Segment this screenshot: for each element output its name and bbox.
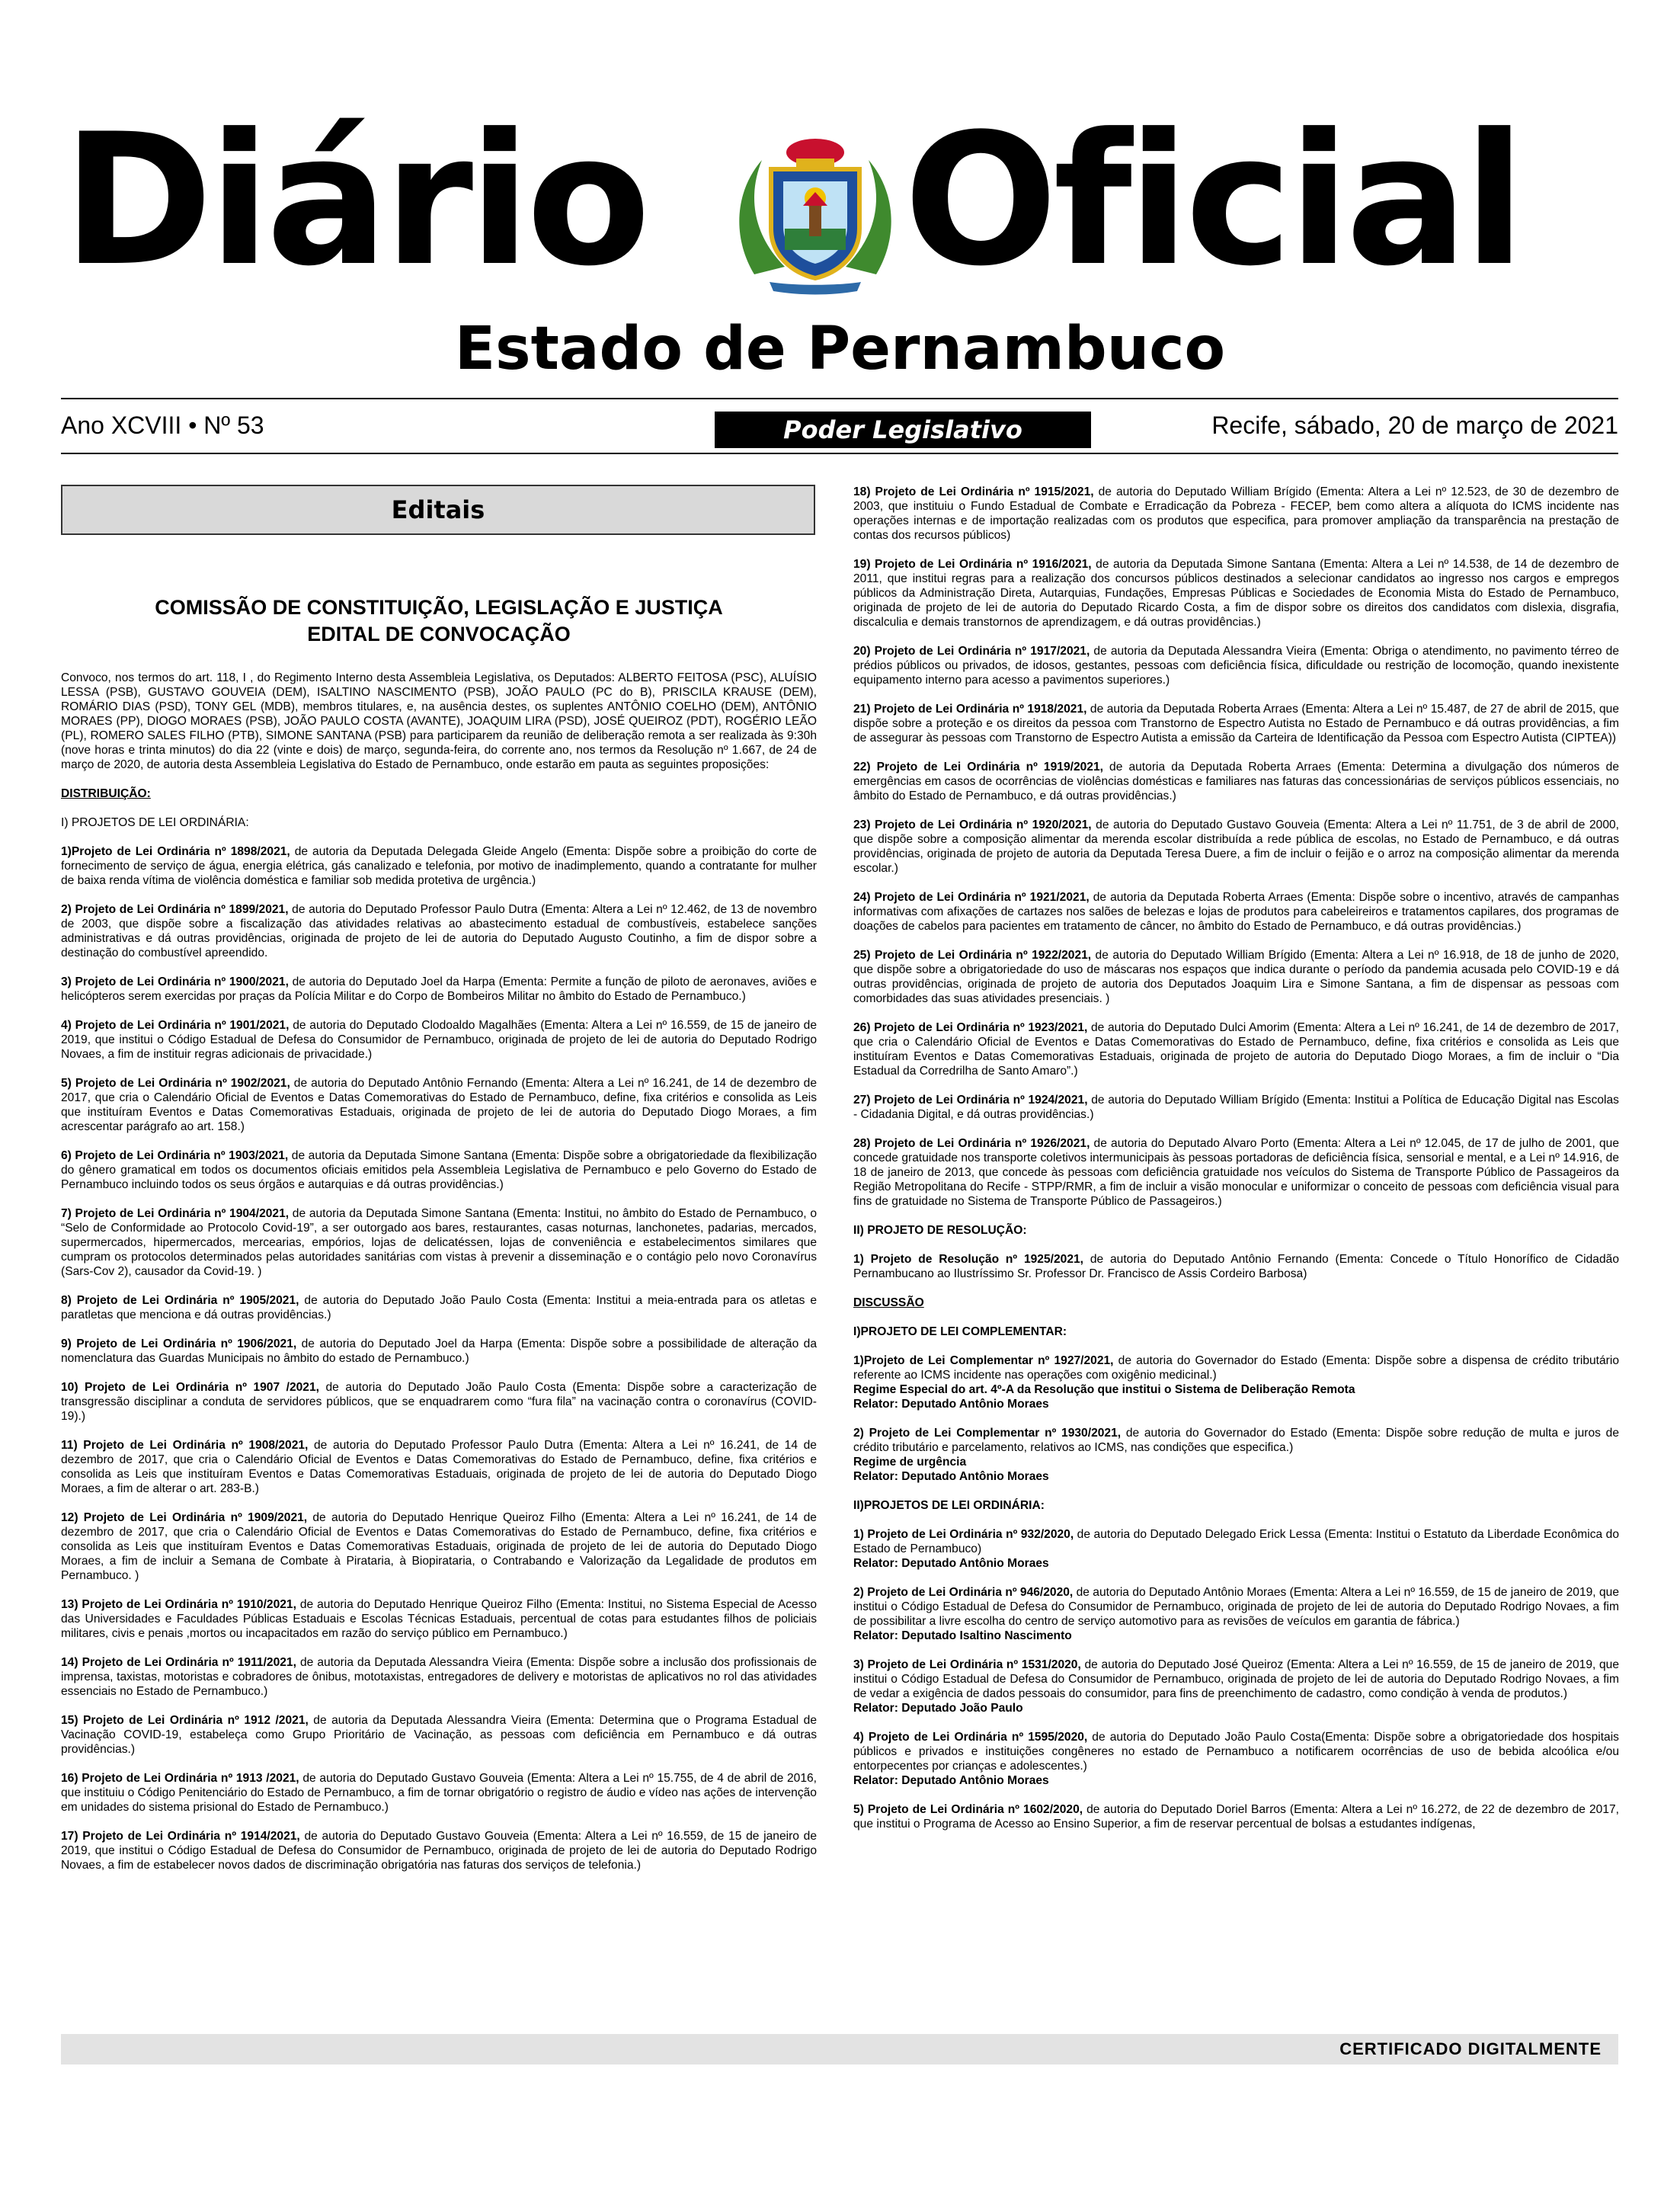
commission-title-line2: EDITAL DE CONVOCAÇÃO [307, 623, 571, 645]
discussao-heading: DISCUSSÃO [853, 1296, 924, 1309]
agenda-item [61, 1655, 817, 1699]
agenda-item-text: de autoria da Deputada Roberta Arraes (Ementa: Dispõe sobre o incentivo, através de campanhas informativas com afixações de cartazes nos salões de belezas e lojas de produtos para cabeleireiros e tratamentos capilares, dos programas de doações de cabelos para pacientes em tratamento de câncer, no âmbito do Estado de Pernambuco, e dá outras providências.) [853, 891, 1619, 933]
section-badge: Poder Legislativo [715, 412, 1091, 448]
masthead-rule-bottom [61, 453, 1618, 454]
agenda-item-head: 13) Projeto de Lei Ordinária nº 1910/2021, [61, 1598, 296, 1611]
agenda-item [853, 1585, 1619, 1643]
agenda-item-head: 1)Projeto de Lei Ordinária nº 1898/2021, [61, 845, 290, 858]
agenda-item [853, 1730, 1619, 1788]
agenda-item-head: 5) Projeto de Lei Ordinária nº 1902/2021, [61, 1077, 290, 1090]
agenda-item-head: 1) Projeto de Lei Ordinária nº 932/2020, [853, 1528, 1074, 1541]
agenda-item-note: Relator: Deputado Antônio Moraes [853, 1398, 1049, 1411]
agenda-item-text: de autoria do Deputado William Brígido (Ementa: Altera a Lei nº 16.918, de 18 de junho de 2020, que dispõe sobre a obrigatoriedade do uso de máscaras nos espaços que indica durante o período da pandemia acusada pelo COVID-19 e dá outras providências, originada de projeto de autoria dos Deputados Joaquim Lira e Simone Santana, a fim de dispensar as pessoas com comorbidades das suas atividades presenciais. ) [853, 949, 1619, 1005]
agenda-item-text: de autoria da Deputada Roberta Arraes (Ementa: Altera a Lei nº 15.487, de 27 de abril de 2015, que dispõe sobre a proteção e os direitos da pessoa com Transtorno de Espectro Autista no Estado de Pernambuco e dá outras providências, a fim de assegurar às pessoas com Transtorno de Espectro Autista a emissão da Carteira de Identificação da Pessoa com Espectro Autista (CIPTEA)) [853, 703, 1619, 745]
agenda-item-head: 4) Projeto de Lei Ordinária nº 1595/2020, [853, 1731, 1088, 1744]
agenda-item-head: 27) Projeto de Lei Ordinária nº 1924/2021, [853, 1094, 1088, 1107]
agenda-item [61, 1337, 817, 1366]
digital-certificate-label: CERTIFICADO DIGITALMENTE [1339, 2039, 1602, 2058]
agenda-item-text: de autoria do Deputado Joel da Harpa (Ementa: Dispõe sobre a possibilidade de alteração da nomenclatura das Guardas Municipais no âmbito do estado de Pernambuco.) [61, 1337, 817, 1365]
agenda-item-head: 20) Projeto de Lei Ordinária nº 1917/2021, [853, 645, 1090, 658]
agenda-item-head: 23) Projeto de Lei Ordinária nº 1920/2021, [853, 818, 1092, 831]
agenda-item-text: de autoria do Deputado William Brígido (Ementa: Institui a Política de Educação Digital nas Escolas - Cidadania Digital, e dá outras providências.) [853, 1094, 1619, 1121]
agenda-item-text: de autoria do Deputado Professor Paulo Dutra (Ementa: Altera a Lei nº 16.241, de 14 de dezembro de 2017, que cria o Calendário Oficial de Eventos e Datas Comemorativas do Estado de Pernambuco, define, fixa critérios e consolida as Leis que instituíram Eventos e Datas Comemorativas Estaduais, originada de projeto de lei de autoria do Deputado Diogo Moraes, a fim de alterar o art. 283-B.) [61, 1439, 817, 1495]
agenda-item-note: Relator: Deputado Antônio Moraes [853, 1557, 1049, 1570]
agenda-item [853, 1527, 1619, 1571]
agenda-item-text: de autoria do Deputado João Paulo Costa(Ementa: Dispõe sobre a obrigatoriedade dos hospitais públicos e privados e instituições congêneres no estado de Pernambuco a notificarem ocorrências de uso de bebida alcoólica e/ou entorpecentes por crianças e adolescentes.) [853, 1731, 1619, 1773]
agenda-item [853, 644, 1619, 687]
agenda-item-text: de autoria do Deputado Clodoaldo Magalhães (Ementa: Altera a Lei nº 16.559, de 15 de janeiro de 2019, que institui o Código Estadual de Defesa do Consumidor de Pernambuco, originada de projeto de lei de autoria do Deputado Rodrigo Novaes, a fim de instituir regras adicionais de privacidade.) [61, 1019, 817, 1061]
agenda-item-head: 12) Projeto de Lei Ordinária nº 1909/2021, [61, 1511, 308, 1524]
agenda-item-head: 11) Projeto de Lei Ordinária nº 1908/2021, [61, 1439, 309, 1452]
agenda-item-text: de autoria do Deputado Doriel Barros (Ementa: Altera a Lei nº 16.272, de 22 de dezembro de 2017, que institui o Programa de Acesso ao Ensino Superior, a fim de reservar percentual de bolsas a estudantes indígenas, [853, 1803, 1619, 1831]
edition-number: Ano XCVIII • Nº 53 [61, 412, 264, 439]
agenda-item [853, 1093, 1619, 1122]
agenda-item-note: Relator: Deputado Antônio Moraes [853, 1774, 1049, 1787]
agenda-item [853, 1802, 1619, 1831]
agenda-item [61, 844, 817, 888]
agenda-item [61, 1713, 817, 1757]
agenda-item-note: Relator: Deputado João Paulo [853, 1702, 1023, 1715]
commission-title [61, 594, 817, 648]
agenda-item-text: de autoria do Deputado Alvaro Porto (Ementa: Altera a Lei nº 12.045, de 17 de julho de 2001, que concede gratuidade nos transporte coletivos intermunicipais às pessoas portadoras de deficiência física, sensorial e mental, e a Lei nº 14.916, de 18 de janeiro de 2013, que concede às pessoas com deficiência gratuidade nos veículos do Sistema de Transporte Público de Passageiros da Região Metropolitana do Recife - STPP/RMR, a fim de incluir a visão monocular e uniformizar o conceito de pessoas com deficiência visual para fins de gratuidade no Sistema de Transporte Público de Passageiros.) [853, 1137, 1619, 1208]
agenda-item [61, 1438, 817, 1496]
right-column [853, 485, 1619, 1846]
agenda-item-head: 25) Projeto de Lei Ordinária nº 1922/2021, [853, 949, 1092, 962]
agenda-item-head: 18) Projeto de Lei Ordinária nº 1915/2021, [853, 485, 1094, 498]
agenda-item-text: de autoria da Deputada Simone Santana (Ementa: Institui, no âmbito do Estado de Pernambuco, o “Selo de Conformidade ao Protocolo Covid-19”, a ser outorgado aos bares, restaurantes, casas noturnas, lanchonetes, padarias, mercados, supermercados, hipermercados, mercearias, empórios, lojas de delicatéssen, lojas de conveniência e estabelecimentos similares que cumpram os protocolos determinados pelas autoridades sanitárias com vistas à prevenir a disseminação e o contágio pelo novo Coronavírus (Sars-Cov 2), causador da Covid-19. ) [61, 1207, 817, 1278]
coat-of-arms-icon [724, 122, 907, 305]
agenda-item [853, 1426, 1619, 1484]
editais-section-header: Editais [61, 485, 815, 535]
group-heading-complementar: I)PROJETO DE LEI COMPLEMENTAR: [853, 1325, 1067, 1338]
agenda-item-head: 7) Projeto de Lei Ordinária nº 1904/2021, [61, 1207, 290, 1220]
agenda-item-head: 10) Projeto de Lei Ordinária nº 1907 /2021, [61, 1381, 319, 1394]
agenda-item-head: 17) Projeto de Lei Ordinária nº 1914/2021, [61, 1830, 300, 1843]
agenda-item-text: de autoria do Deputado Henrique Queiroz Filho (Ementa: Altera a Lei nº 16.241, de 14 de dezembro de 2017, que cria o Calendário Oficial de Eventos e Datas Comemorativas do Estado de Pernambuco, define, fixa critérios e consolida as Leis que instituíram Eventos e Datas Comemorativas Estaduais, originada de projeto de lei de autoria do Deputado Diogo Moraes, a fim de incluir a Semana de Combate à Pirataria, à Biopirataria, o Contrabando e Valorização da Legalidade de produtos em Pernambuco. ) [61, 1511, 817, 1582]
agenda-item [61, 975, 817, 1004]
agenda-item-text: de autoria da Deputada Simone Santana (Ementa: Altera a Lei nº 14.538, de 14 de dezembro de 2011, que institui regras para a realização dos concursos públicos destinados a selecionar candidatos ao ingresso nos cargos e empregos públicos da Administração Direta, Autarquias, Fundações, Empresas Públicas e Sociedades de Economia Mista do Estado de Pernambuco, originada de projeto de lei de autoria do Deputado Ricardo Costa, a fim de dispor sobre os direitos dos candidatos com dislexia, disgrafia, discalculia e demais transtornos de aprendizagem, e dá outras providências.) [853, 558, 1620, 629]
agenda-item [61, 1018, 817, 1062]
agenda-item-text: de autoria do Governador do Estado (Ementa: Dispõe sobre a dispensa de crédito tributário referente ao ICMS incidente nas operações com oxigênio medicinal.) [853, 1354, 1619, 1382]
issue-date: Recife, sábado, 20 de março de 2021 [1211, 412, 1618, 439]
agenda-item-head: 2) Projeto de Lei Complementar nº 1930/2021, [853, 1427, 1122, 1440]
agenda-item-text: de autoria do Deputado Gustavo Gouveia (Ementa: Altera a Lei nº 11.751, de 3 de abril de 2000, que dispõe sobre a composição alimentar da merenda escolar distribuída a rede pública de escolas, no Estado de Pernambuco, e dá outras providências, originada de projeto de autoria da Deputada Teresa Duere, a fim de incluir o feijão e o arroz na composição alimentar da merenda escolar.) [853, 818, 1619, 875]
agenda-item-head: 2) Projeto de Lei Ordinária nº 946/2020, [853, 1586, 1074, 1599]
agenda-item-text: de autoria da Deputada Roberta Arraes (Ementa: Determina a divulgação dos números de emergências em casos de ocorrências de violências domésticas e familiares nas faturas das concessionárias de serviços públicos essenciais, no âmbito do Estado de Pernambuco, e dá outras providências.) [853, 761, 1619, 802]
agenda-item [853, 1136, 1619, 1209]
agenda-item-note: Relator: Deputado Antônio Moraes [853, 1470, 1049, 1483]
agenda-item [61, 1076, 817, 1134]
agenda-item-text: de autoria do Deputado José Queiroz (Ementa: Altera a Lei nº 16.559, de 15 de janeiro de 2019, que institui o Código Estadual de Defesa do Consumidor de Pernambuco, originada de projeto de lei de autoria do Deputado Rodrigo Novaes, a fim de vedar a exigência de dados pessoais do consumidor, para fins de preenchimento de cadastro, como condição à venda de produtos.) [853, 1658, 1620, 1700]
agenda-item-text: de autoria do Governador do Estado (Ementa: Dispõe sobre redução de multa e juros de crédito tributário e parcelamento, relativos ao ICMS, nas condições que especifica.) [853, 1427, 1619, 1454]
agenda-item [853, 702, 1619, 745]
agenda-item-text: de autoria do Deputado Henrique Queiroz Filho (Ementa: Institui, no Sistema Especial de Acesso das Universidades e Faculdades Públicas Estaduais e Escolas Técnicas Estaduais, percentual de cotas para estudantes filhos de policiais militares, civis e penais ,mortos ou incapacitados em razão do serviço público em Pernambuco.) [61, 1598, 817, 1640]
agenda-item-head: 8) Projeto de Lei Ordinária nº 1905/2021, [61, 1294, 299, 1307]
agenda-item-head: 3) Projeto de Lei Ordinária nº 1900/2021, [61, 975, 289, 988]
agenda-item [853, 890, 1619, 934]
agenda-item-text: de autoria do Deputado Antônio Fernando (Ementa: Altera a Lei nº 16.241, de 14 de dezembro de 2017, que cria o Calendário Oficial de Eventos e Datas Comemorativas do Estado de Pernambuco, define, fixa critérios e consolida as Leis que instituíram Eventos e Datas Comemorativas Estaduais, originada de projeto de lei de autoria do Deputado Diogo Moraes, a fim acrescentar parágrafo ao art. 158.) [61, 1077, 817, 1133]
agenda-item-text: de autoria do Deputado Professor Paulo Dutra (Ementa: Altera a Lei nº 12.462, de 13 de novembro de 2003, que dispõe sobre a fiscalização das atividades relativas ao abastecimento estadual de combustíveis, estabelece sanções administrativas e dá outras providências, originada de projeto de lei de autoria do Deputado Augusto Coutinho, a fim de dispor sobre a destinação do combustível apreendido. [61, 903, 817, 959]
agenda-item-text: de autoria da Deputada Simone Santana (Ementa: Dispõe sobre a obrigatoriedade da flexibilização do gênero gramatical em todos os documentos oficiais emitidos pela Assembleia Legislativa de Pernambuco e pelo Governo do Estado de Pernambuco incluindo todos os seus órgãos e autarquias e dá outras providências.) [61, 1149, 817, 1191]
agenda-item-head: 2) Projeto de Lei Ordinária nº 1899/2021, [61, 903, 289, 916]
agenda-item [853, 1353, 1619, 1411]
agenda-item-note: Regime de urgência [853, 1456, 967, 1469]
agenda-item [61, 1148, 817, 1192]
masthead-rule-top [61, 398, 1618, 399]
agenda-item [853, 485, 1619, 543]
agenda-item-head: 15) Projeto de Lei Ordinária nº 1912 /2021, [61, 1714, 309, 1727]
agenda-item-head: 1)Projeto de Lei Complementar nº 1927/2021, [853, 1354, 1114, 1367]
agenda-item [853, 818, 1619, 876]
agenda-item-head: 21) Projeto de Lei Ordinária nº 1918/2021, [853, 703, 1087, 716]
ordinaria-item-list [853, 1527, 1619, 1831]
resolution-item [853, 1252, 1619, 1281]
agenda-item-note: Regime Especial do art. 4º-A da Resolução que institui o Sistema de Deliberação Remota [853, 1383, 1355, 1396]
agenda-item-text: de autoria do Deputado Antônio Moraes (Ementa: Altera a Lei nº 16.559, de 15 de janeiro de 2019, que institui o Código Estadual de Defesa do Consumidor de Pernambuco, originada de projeto de lei de autoria do Deputado Rodrigo Novaes, a fim de possibilitar a livre escolha do centro de serviço automotivo para as revisões de veículos em garantia de fábrica.) [853, 1586, 1620, 1628]
masthead-title-diario: Diário [62, 95, 647, 306]
left-item-list [61, 844, 817, 1872]
agenda-item [61, 1829, 817, 1872]
agenda-item-text: de autoria da Deputada Alessandra Vieira (Ementa: Dispõe sobre a inclusão dos profissionais de imprensa, taxistas, motoristas e cobradores de ônibus, mototaxistas, entregadores de delivery e motoristas de aplicativos no rol das atividades essenciais no Estado de Pernambuco.) [61, 1656, 817, 1698]
agenda-item-text: de autoria do Deputado Gustavo Gouveia (Ementa: Altera a Lei nº 15.755, de 4 de abril de 2016, que instituiu o Código Penitenciário do Estado de Pernambuco, a fim de tornar obrigatório o registro de áudio e vídeo nas ações de intervenção em unidades do sistema prisional do Estado de Pernambuco.) [61, 1772, 818, 1814]
distribuicao-heading: DISTRIBUIÇÃO: [61, 787, 151, 800]
agenda-item-head: 16) Projeto de Lei Ordinária nº 1913 /2021, [61, 1772, 299, 1785]
agenda-item-text: de autoria do Deputado Dulci Amorim (Ementa: Altera a Lei nº 16.241, de 14 de dezembro de 2017, que cria o Calendário Oficial de Eventos e Datas Comemorativas do Estado de Pernambuco, define, fixa critérios e consolida as Leis que instituíram Eventos e Datas Comemorativas Estaduais, originada de projeto de autoria do Deputado Diogo Moraes, a fim de incluir o “Dia Estadual da Corredrilha de Santo Amaro”.) [853, 1021, 1619, 1078]
agenda-item-text: de autoria da Deputada Alessandra Vieira (Ementa: Obriga o atendimento, no pavimento térreo de prédios públicos ou privados, de idosos, gestantes, pessoas com deficiência física, dificuldade ou restrição de locomoção, quando inexistente equipamento interno para acesso a pavimentos superiores.) [853, 645, 1619, 687]
resolution-item-text: de autoria do Deputado Antônio Fernando (Ementa: Concede o Título Honorífico de Cidadão Pernambucano ao Ilustríssimo Sr. Professor Dr. Francisco de Assis Cordeiro Barbosa) [853, 1253, 1619, 1280]
issue-info-row [61, 412, 1618, 447]
agenda-item [853, 1020, 1619, 1078]
masthead-subtitle: Estado de Pernambuco [454, 315, 1226, 383]
agenda-item-text: de autoria do Deputado João Paulo Costa (Ementa: Dispõe sobre a caracterização de transgressão disciplinar a conduta de servidores públicos, que se enquadrarem como “fura fila” na vacinação contra o coronavírus (COVID-19).) [61, 1381, 817, 1423]
agenda-item-text: de autoria do Deputado Gustavo Gouveia (Ementa: Altera a Lei nº 16.559, de 15 de janeiro de 2019, que institui o Código Estadual de Defesa do Consumidor de Pernambuco, originada de projeto de lei de autoria do Deputado Rodrigo Novaes, a fim de estabelecer novos dados de discriminação obrigatória nas faturas dos serviços de telefonia.) [61, 1830, 817, 1872]
agenda-item-note: Relator: Deputado Isaltino Nascimento [853, 1629, 1072, 1642]
agenda-item-head: 6) Projeto de Lei Ordinária nº 1903/2021, [61, 1149, 289, 1162]
group-heading-resolucao: II) PROJETO DE RESOLUÇÃO: [853, 1224, 1027, 1237]
masthead [0, 0, 1680, 457]
agenda-item-head: 22) Projeto de Lei Ordinária nº 1919/2021, [853, 761, 1103, 774]
agenda-item [853, 557, 1619, 629]
masthead-title-oficial: Oficial [904, 95, 1522, 306]
agenda-item-text: de autoria do Deputado Joel da Harpa (Ementa: Permite a função de piloto de aeronaves, aviões e helicópteros serem exercidas por praças da Polícia Militar e do Corpo de Bombeiros Militar no âmbito do Estado de Pernambuco.) [61, 975, 817, 1003]
agenda-item [853, 1658, 1619, 1715]
agenda-item [853, 760, 1619, 803]
agenda-item-text: de autoria da Deputada Delegada Gleide Angelo (Ementa: Dispõe sobre a proibição do corte de fornecimento de serviço de água, energia elétrica, gás canalizado e telefonia, por motivo de inadimplemento, quando a contratante for mulher de baixa renda vítima de violência doméstica e familiar sob medida protetiva de urgência.) [61, 845, 817, 887]
resolution-item-head: 1) Projeto de Resolução nº 1925/2021, [853, 1253, 1083, 1266]
agenda-item [61, 1380, 817, 1424]
agenda-item-text: de autoria da Deputada Alessandra Vieira (Ementa: Determina que o Programa Estadual de Vacinação COVID-19, estabeleça como Grupo Prioritário de Vacinação, as pessoas com deficiência em Pernambuco e dá outras providências.) [61, 1714, 817, 1756]
agenda-item-head: 3) Projeto de Lei Ordinária nº 1531/2020, [853, 1658, 1081, 1671]
right-item-list [853, 485, 1619, 1209]
agenda-item-head: 9) Projeto de Lei Ordinária nº 1906/2021, [61, 1337, 297, 1350]
convocation-intro: Convoco, nos termos do art. 118, I , do Regimento Interno desta Assembleia Legislativa, os Deputados: ALBERTO FEITOSA (PSC), ALUÍSIO LESSA (PSB), GUSTAVO GOUVEIA (DEM), ISALTINO NASCIMENTO (PSB), JOÃO PAULO (PC do B), PRISCILA KRAUSE (DEM), ROMÁRIO DIAS (PSD), TONY GEL (MDB), membros titulares, e, na ausência destes, os suplentes ANTÔNIO COELHO (DEM), ANTÔNIO MORAES (PP), DIOGO MORAES (PSB), JOÃO PAULO COSTA (AVANTE), JOAQUIM LIRA (PSD), JOSÉ QUEIROZ (PDT), ROGÉRIO LEÃO (PL), ROMERO SALES FILHO (PTB), SIMONE SANTANA (PSB) para participarem da reunião de deliberação remota a ser realizada às 9:30h (nove horas e trinta minutos) do dia 22 (vinte e dois) de março, segunda-feira, do corrente ano, nos termos da Resolução nº 1.667, de 24 de março de 2020, de autoria desta Assembleia Legislativa do Estado de Pernambuco, onde estarão em pauta as seguintes proposições: [61, 671, 817, 771]
agenda-item [61, 1510, 817, 1583]
agenda-item-head: 24) Projeto de Lei Ordinária nº 1921/2021, [853, 891, 1090, 904]
agenda-item [61, 902, 817, 960]
agenda-item-head: 19) Projeto de Lei Ordinária nº 1916/2021, [853, 558, 1092, 571]
agenda-item-text: de autoria do Deputado William Brígido (Ementa: Altera a Lei nº 12.523, de 30 de dezembro de 2003, que instituiu o Fundo Estadual de Combate e Erradicação da Pobreza - FECEP, bem como altera a alíquota do ICMS incidente nas operações internas e de importação realizadas com os produtos que especifica, para promover ampliação da transparência na prestação de contas dos recursos públicos) [853, 485, 1619, 542]
agenda-item [61, 1771, 817, 1815]
agenda-item [61, 1206, 817, 1279]
agenda-item [61, 1597, 817, 1641]
group-heading-ordinaria-discussao: II)PROJETOS DE LEI ORDINÁRIA: [853, 1499, 1045, 1512]
group-heading-ordinaria: I) PROJETOS DE LEI ORDINÁRIA: [61, 816, 249, 829]
commission-title-line1: COMISSÃO DE CONSTITUIÇÃO, LEGISLAÇÃO E JUSTIÇA [155, 596, 723, 619]
agenda-item-head: 5) Projeto de Lei Ordinária nº 1602/2020, [853, 1803, 1083, 1816]
left-column [61, 485, 817, 1887]
footer-bar [61, 2034, 1618, 2064]
complementar-item-list [853, 1353, 1619, 1484]
agenda-item [853, 948, 1619, 1006]
agenda-item-head: 14) Projeto de Lei Ordinária nº 1911/2021, [61, 1656, 296, 1669]
agenda-item-head: 26) Projeto de Lei Ordinária nº 1923/2021, [853, 1021, 1088, 1034]
agenda-item-text: de autoria do Deputado João Paulo Costa (Ementa: Institui a meia-entrada para os atletas e paratletas que menciona e dá outras providências.) [61, 1294, 817, 1321]
agenda-item-head: 4) Projeto de Lei Ordinária nº 1901/2021, [61, 1019, 290, 1032]
agenda-item-text: de autoria do Deputado Delegado Erick Lessa (Ementa: Institui o Estatuto da Liberdade Econômica do Estado de Pernambuco) [853, 1528, 1619, 1555]
agenda-item [61, 1293, 817, 1322]
agenda-item-head: 28) Projeto de Lei Ordinária nº 1926/2021, [853, 1137, 1090, 1150]
